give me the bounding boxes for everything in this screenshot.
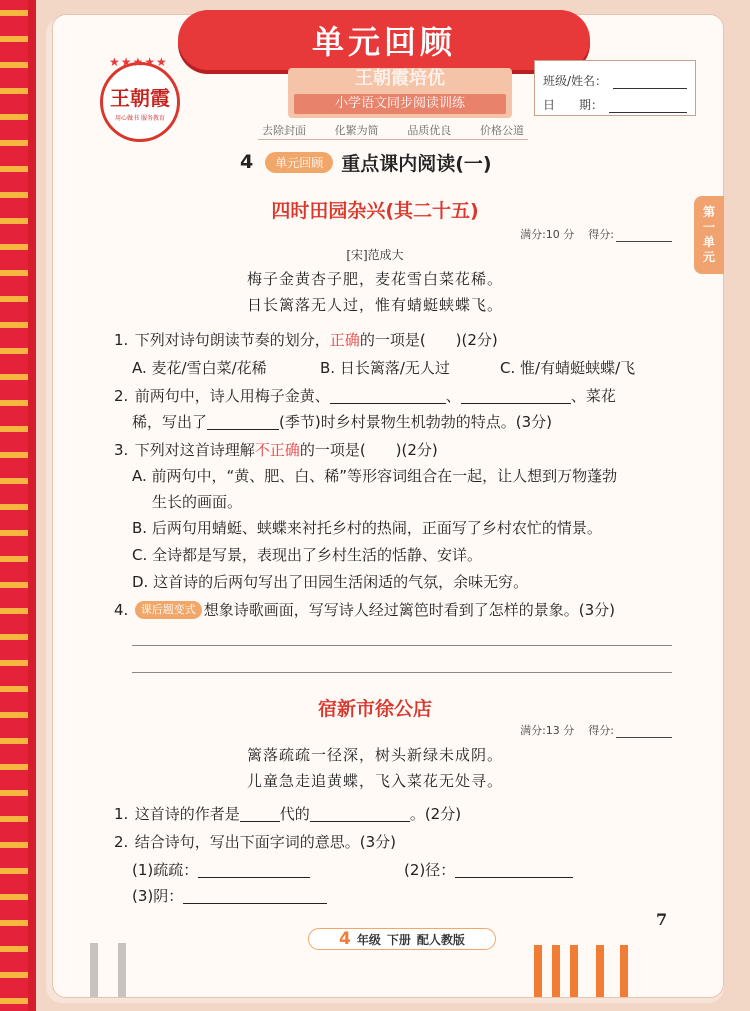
- answer-line[interactable]: [132, 672, 672, 673]
- question-2: 2. 结合诗句，写出下面字词的意思。(3分): [114, 833, 397, 851]
- answer-blank[interactable]: [330, 386, 446, 404]
- vocab-item: (2)径：: [404, 858, 573, 882]
- brand-title: 王朝霞培优: [355, 68, 445, 89]
- side-tab-char: 一: [702, 220, 715, 234]
- score-label: 得分:: [588, 724, 614, 737]
- score-field[interactable]: [616, 230, 672, 242]
- decorative-bar: [534, 945, 542, 997]
- brand-subtitle: 小学语文同步阅读训练: [294, 94, 506, 114]
- decorative-bar: [596, 945, 604, 997]
- question-tag: 课后题变式: [135, 601, 202, 619]
- option-b: B. 后两句用蜻蜓、蛱蝶来衬托乡村的热闹，正面写了乡村农忙的情景。: [132, 519, 602, 537]
- vocab-item: (3)阴：: [132, 884, 327, 908]
- poem-line: 梅子金黄杏子肥，麦花雪白菜花稀。: [246, 270, 503, 288]
- edition: 配人教版: [416, 932, 465, 947]
- logo-sub: 用心做书 服务教育: [115, 115, 165, 122]
- unit-tag: 单元回顾: [265, 152, 333, 173]
- star-icons: ★★★★★: [109, 55, 168, 69]
- unit-heading: 重点课内阅读(一): [341, 152, 492, 175]
- side-tab-char: 单: [702, 235, 715, 249]
- answer-blank[interactable]: [207, 412, 279, 430]
- vocab-item: (1)疏疏：: [132, 858, 310, 882]
- class-name-label: 班级/姓名：: [543, 74, 608, 88]
- score-label: 得分:: [588, 228, 614, 241]
- option-a: A. 麦花/雪白菜/花稀: [132, 359, 267, 377]
- term: 下册: [386, 932, 411, 947]
- option-a-cont: 生长的画面。: [152, 493, 243, 511]
- answer-blank[interactable]: [240, 804, 280, 822]
- poem2-title: 宿新市徐公店: [317, 698, 432, 720]
- question-2-cont: 稀，写出了 (季节)时乡村景物生机勃勃的特点。(3分): [132, 413, 552, 431]
- name-box: [534, 60, 696, 116]
- slogan: 价格公道: [479, 124, 524, 137]
- answer-blank[interactable]: [455, 860, 573, 878]
- poem-line: 日长篱落无人过，惟有蜻蜓蛱蝶飞。: [246, 296, 503, 314]
- slogan: 品质优良: [407, 124, 452, 137]
- decorative-bar: [118, 943, 126, 997]
- class-name-field[interactable]: [613, 73, 687, 89]
- unit-title: [240, 146, 492, 178]
- score-field[interactable]: [616, 726, 672, 738]
- grade-number: 4: [339, 929, 351, 949]
- answer-blank[interactable]: [183, 886, 327, 904]
- decorative-bar: [552, 945, 560, 997]
- answer-blank[interactable]: [461, 386, 571, 404]
- decorative-bar: [620, 945, 628, 997]
- highlight-text: 不正确: [254, 441, 300, 459]
- option-a: A. 前两句中，“黄、肥、白、稀”等形容词组合在一起，让人想到万物蓬勃: [132, 467, 618, 485]
- question-1: 1. 下列对诗句朗读节奏的划分，正确的一项是( )(2分): [114, 331, 498, 349]
- option-b: B. 日长篱落/无人过: [320, 359, 450, 377]
- poem1-title: 四时田园杂兴(其二十五): [271, 200, 479, 222]
- question-1: 1. 这首诗的作者是 代的 。(2分): [114, 805, 462, 823]
- decorative-bar: [570, 945, 578, 997]
- answer-line[interactable]: [132, 645, 672, 646]
- option-c: C. 惟/有蜻蜓蛱蝶/飞: [500, 359, 636, 377]
- full-score: 满分:10 分: [520, 228, 575, 241]
- slogan: 化繁为简: [334, 124, 379, 137]
- poem2-score: [520, 722, 672, 738]
- page-number: 7: [656, 910, 668, 929]
- side-tab-char: 第: [702, 205, 715, 219]
- logo-text: 王朝霞: [110, 86, 170, 110]
- poem1-author: [宋]范成大: [346, 248, 404, 262]
- highlight-text: 正确: [329, 331, 360, 349]
- unit-number: 4: [240, 151, 254, 173]
- footer-label: [308, 928, 496, 950]
- brand-header: [288, 68, 512, 118]
- option-c: C. 全诗都是写景，表现出了乡村生活的恬静、安详。: [132, 546, 483, 564]
- decorative-strip: [0, 0, 36, 1011]
- answer-blank[interactable]: [310, 804, 410, 822]
- section-banner: 单元回顾: [178, 10, 590, 70]
- brand-logo: [100, 55, 180, 142]
- question-4: 4. 课后题变式 想象诗歌画面，写写诗人经过篱笆时看到了怎样的景象。(3分): [114, 601, 616, 619]
- decorative-bar: [90, 943, 98, 997]
- slogan-row: [258, 122, 528, 140]
- poem1-score: [520, 226, 672, 242]
- poem-line: 儿童急走追黄蝶，飞入菜花无处寻。: [246, 772, 503, 790]
- poem-line: 篱落疏疏一径深，树头新绿未成阴。: [246, 746, 503, 764]
- question-3: 3. 下列对这首诗理解不正确的一项是( )(2分): [114, 441, 438, 459]
- option-d: D. 这首诗的后两句写出了田园生活闲适的气氛，余味无穷。: [132, 573, 529, 591]
- answer-blank[interactable]: [198, 860, 310, 878]
- grade-suffix: 年级: [356, 932, 381, 947]
- slogan: 去除封面: [262, 124, 306, 137]
- side-tab-char: 元: [702, 250, 715, 264]
- full-score: 满分:13 分: [520, 724, 575, 737]
- question-2: 2. 前两句中，诗人用梅子金黄、 、 、菜花: [114, 387, 616, 405]
- date-label: 日 期：: [543, 98, 604, 112]
- date-field[interactable]: [609, 97, 687, 113]
